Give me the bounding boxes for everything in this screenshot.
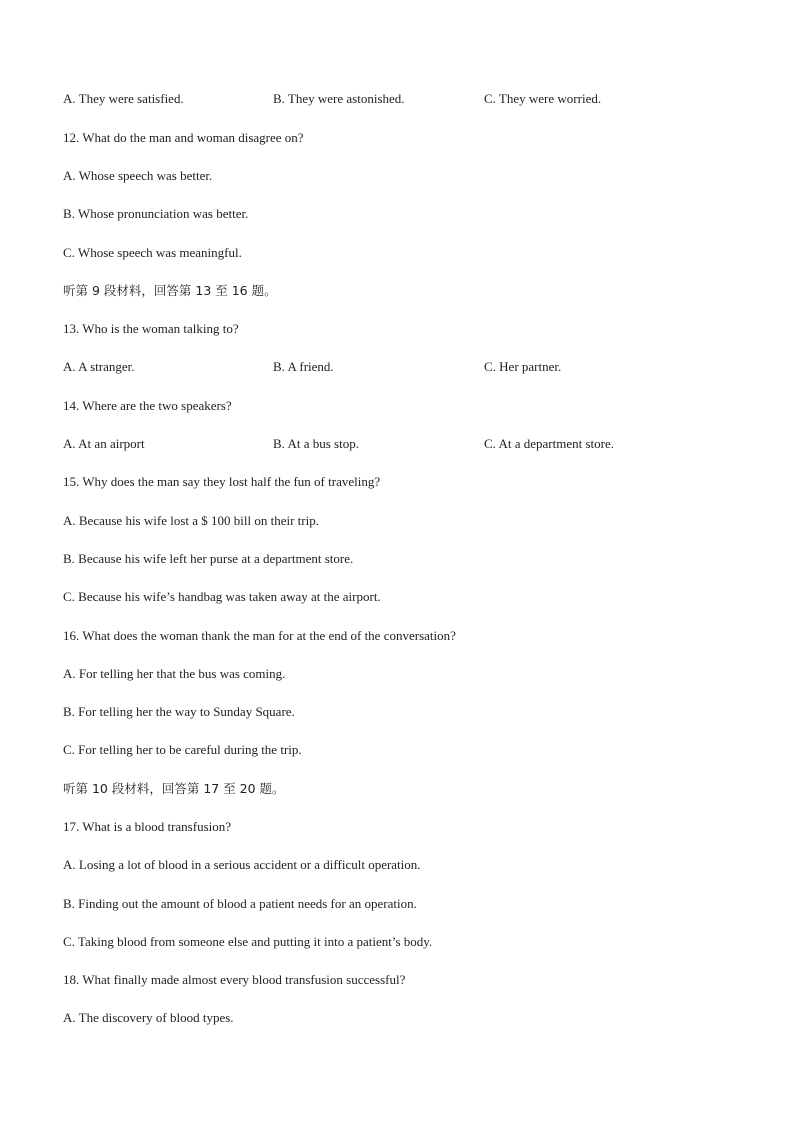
q17-question: 17. What is a blood transfusion? <box>63 819 232 834</box>
q14-option-c: C. At a department store. <box>484 436 614 451</box>
q15-option-c: C. Because his wife’s handbag was taken away at the airport. <box>63 589 381 604</box>
q16-question: 16. What does the woman thank the man for at the end of the conversation? <box>63 628 456 643</box>
q18-option-a: A. The discovery of blood types. <box>63 1010 234 1025</box>
q17-option-a: A. Losing a lot of blood in a serious accident or a difficult operation. <box>63 857 421 872</box>
q16-option-b: B. For telling her the way to Sunday Square. <box>63 704 295 719</box>
section-9-instruction: 听第 9 段材料，回答第 13 至 16 题。 <box>63 283 277 298</box>
q15-question: 15. Why does the man say they lost half the fun of traveling? <box>63 474 381 489</box>
q13-options <box>63 359 743 375</box>
q12-option-a: A. Whose speech was better. <box>63 168 213 183</box>
q13-question: 13. Who is the woman talking to? <box>63 321 239 336</box>
q11-option-c: C. They were worried. <box>484 91 602 106</box>
q15-option-a: A. Because his wife lost a $ 100 bill on their trip. <box>63 513 319 528</box>
q13-option-a: A. A stranger. <box>63 359 135 374</box>
q12-option-b: B. Whose pronunciation was better. <box>63 206 249 221</box>
q12-option-c: C. Whose speech was meaningful. <box>63 245 242 260</box>
q17-option-b: B. Finding out the amount of blood a patient needs for an operation. <box>63 896 417 911</box>
q11-option-a: A. They were satisfied. <box>63 91 184 106</box>
q14-option-a: A. At an airport <box>63 436 145 451</box>
q13-option-b: B. A friend. <box>273 359 334 374</box>
q14-question: 14. Where are the two speakers? <box>63 398 232 413</box>
q14-options <box>63 436 743 452</box>
q14-option-b: B. At a bus stop. <box>273 436 359 451</box>
q17-option-c: C. Taking blood from someone else and putting it into a patient’s body. <box>63 934 433 949</box>
section-10-instruction: 听第 10 段材料，回答第 17 至 20 题。 <box>63 781 285 796</box>
q16-option-a: A. For telling her that the bus was coming. <box>63 666 286 681</box>
q15-option-b: B. Because his wife left her purse at a department store. <box>63 551 354 566</box>
q11-option-b: B. They were astonished. <box>273 91 405 106</box>
q16-option-c: C. For telling her to be careful during the trip. <box>63 742 302 757</box>
q18-question: 18. What finally made almost every blood transfusion successful? <box>63 972 406 987</box>
q11-options <box>63 91 743 107</box>
q12-question: 12. What do the man and woman disagree on? <box>63 130 304 145</box>
q13-option-c: C. Her partner. <box>484 359 562 374</box>
